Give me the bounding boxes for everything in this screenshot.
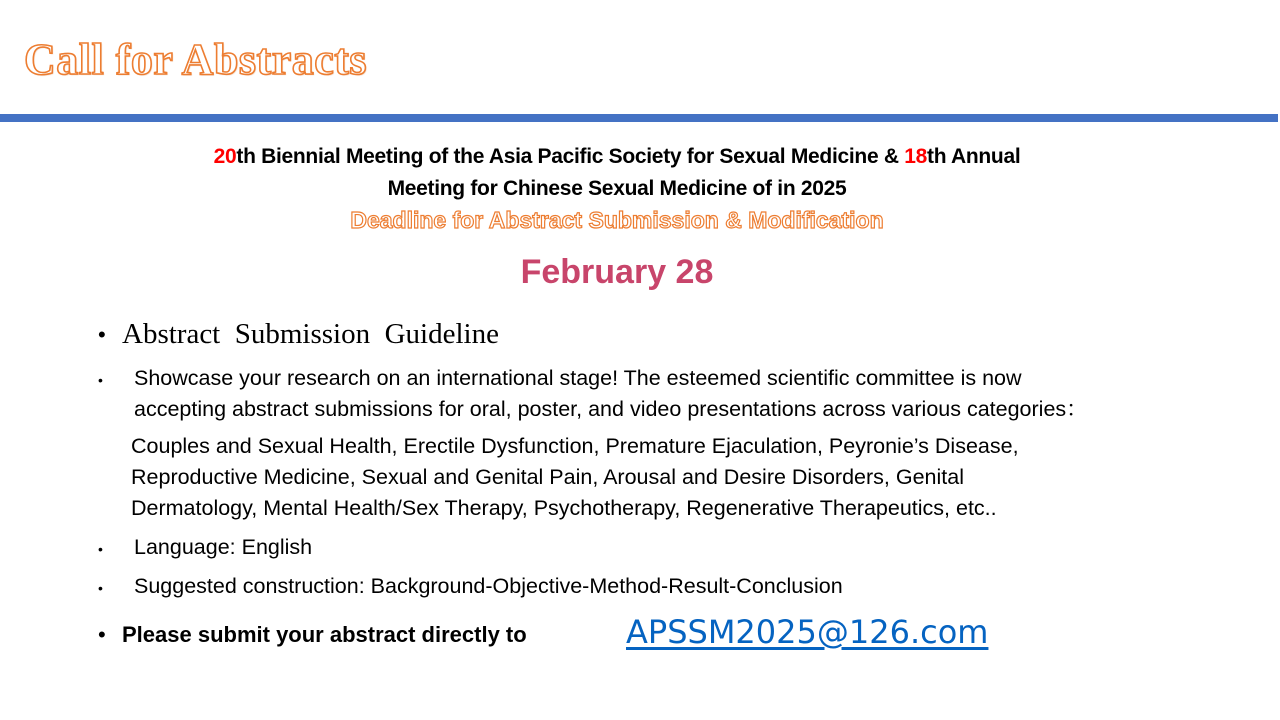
showcase-paragraph: [134, 363, 1088, 425]
showcase-line-1: Showcase your research on an international stage! The esteemed scientific committee is now: [134, 366, 1022, 390]
bullet-icon: •: [98, 622, 106, 647]
meeting-title-line-2: Meeting for Chinese Sexual Medicine of in 2025: [387, 177, 847, 200]
language-item: Language: English: [134, 535, 313, 559]
meeting-number-2: 18: [904, 145, 928, 168]
deadline-date: February 28: [520, 253, 714, 291]
bullet-icon: •: [98, 580, 103, 596]
deadline-heading: Deadline for Abstract Submission & Modification: [350, 207, 884, 233]
submission-email-link[interactable]: APSSM2025@126.com: [626, 613, 989, 651]
meeting-title-line-1: [0, 145, 1234, 169]
meeting-number-1: 20: [213, 145, 237, 168]
categories-line-3: Dermatology, Mental Health/Sex Therapy, Psychotherapy, Regenerative Therapeutics, etc..: [131, 496, 997, 520]
submission-label: Please submit your abstract directly to: [122, 622, 527, 647]
meeting-text-2: th Annual: [927, 145, 1021, 168]
bullet-icon: •: [98, 372, 103, 388]
header-divider: [0, 114, 1278, 122]
categories-line-1: Couples and Sexual Health, Erectile Dysfunction, Premature Ejaculation, Peyronie’s Disease,: [131, 434, 1019, 458]
construction-item: Suggested construction: Background-Objective-Method-Result-Conclusion: [134, 574, 843, 598]
showcase-line-2: accepting abstract submissions for oral, poster, and video presentations across various categories：: [134, 397, 1088, 421]
bullet-icon: •: [98, 541, 103, 557]
categories-paragraph: [131, 431, 1019, 524]
categories-line-2: Reproductive Medicine, Sexual and Genital Pain, Arousal and Desire Disorders, Genital: [131, 465, 964, 489]
guideline-heading: Abstract Submission Guideline: [122, 318, 499, 350]
meeting-text-1: th Biennial Meeting of the Asia Pacific Society for Sexual Medicine &: [236, 145, 905, 168]
bullet-icon: •: [98, 322, 106, 347]
page-title: Call for Abstracts: [24, 35, 368, 84]
